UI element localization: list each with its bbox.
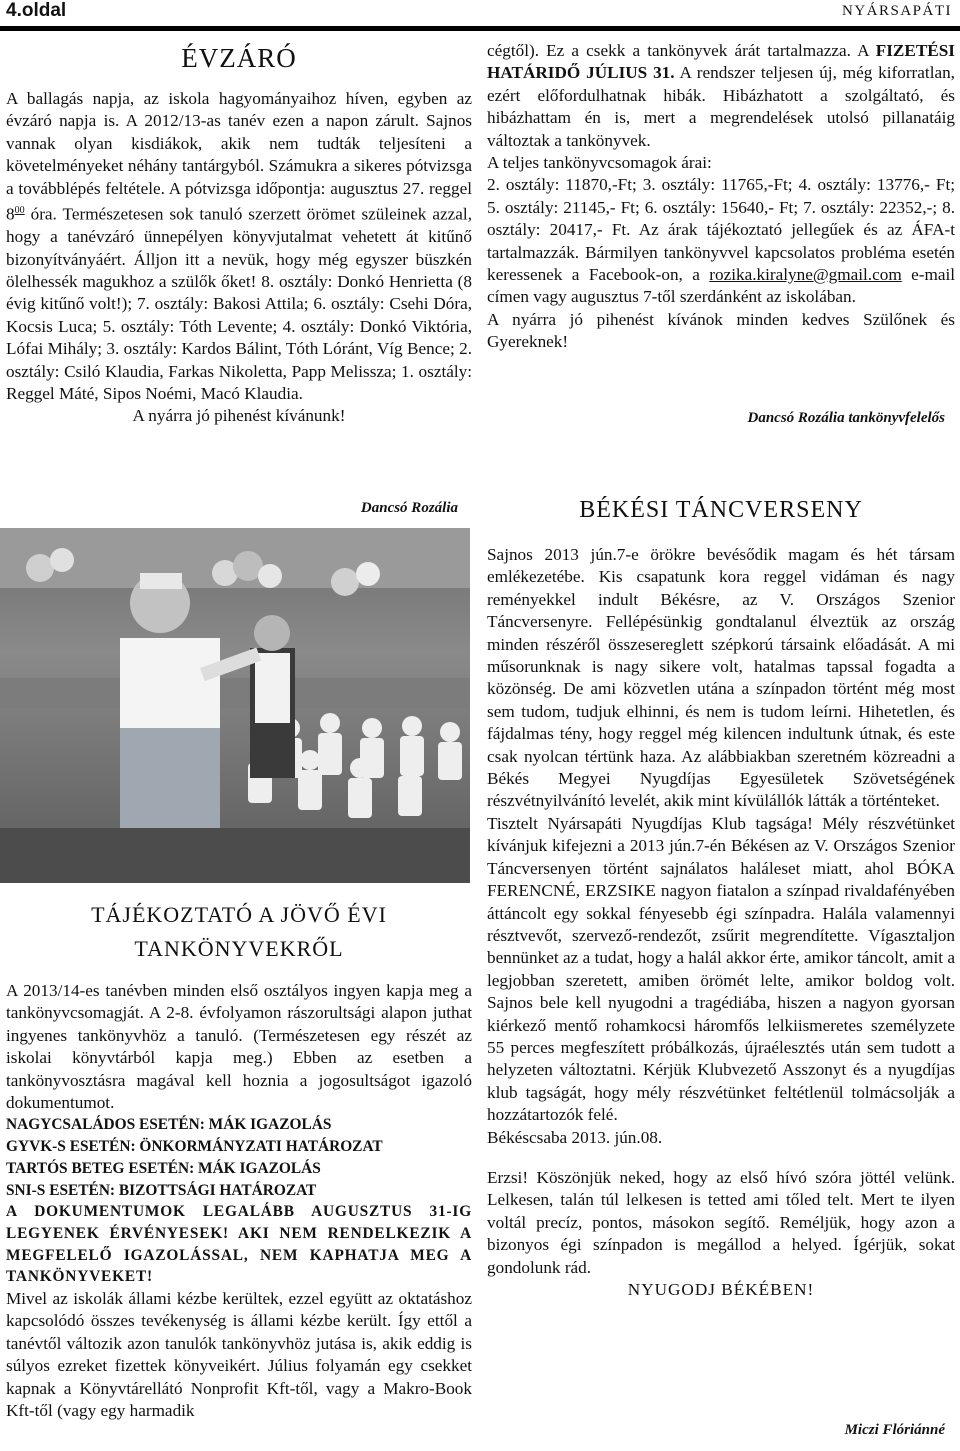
doc-gyvk: GYVK-S ESETÉN: ÖNKORMÁNYZATI HATÁROZAT (6, 1138, 383, 1156)
doc-nagycsalados: NAGYCSALÁDOS ESETÉN: MÁK IGAZOLÁS (6, 1116, 332, 1134)
tankonyv-title-line1: TÁJÉKOZTATÓ A JÖVŐ ÉVI (91, 902, 387, 927)
ceremony-photo (0, 528, 470, 883)
tancverseny-signature: Miczi Flóriánné (844, 1422, 945, 1438)
evzaro-article (6, 40, 472, 428)
condolence-letter: Tisztelt Nyársapáti Nyugdíjas Klub tagsága! Mély részvétünket kívánjuk kifejezni a 2013 jún.7-én Békésen az V. Országos Szenior Táncversenyen történt sajnálatos haláleset miatt, ahol BÓKA FERENCNÉ, ERZSIKE nagyon fiatalon a színpad rivaldafényében áttáncolt egy sokkal fényesebb égi színpadra. Halála valamennyi résztvevőt, szervező-rendezőt, zsűrit megrendítette. Vígasztaljon bennünket az a tudat, hogy a halál akkor érte, amikor táncolt, amit a legjobban szeretett, amiben örömét lelte, amikor boldog volt. Sajnos bele kell nyugodni a tragédiába, hiszen a nagyon gyorsan kiérkező mentő rohamkocsi háromfős lelkiismeretes személyzete 55 perces megfeszített próbálkozás, újraélesztés után sem tudott a helyzeten változtatni. Kérjük Klubvezető Asszonyt és a nyugdíjas klub tagságát, hogy mély részvétünket feltétlenül tolmácsolják a hozzátartozók felé. (487, 813, 955, 1125)
evzaro-body: A ballagás napja, az iskola hagyományaihoz híven, egyben az évzáró napja is. A 2012/13-as tanév ezen a napon zárult. Sajnos vannak olyan kisdiákok, akik nem tudták teljesíteni a követelményeket néhány tantárgyból. Számukra a sikeres pótvizsga a továbblépés feltétele. A pótvizsga időpontja: augusztus 27. reggel $8^{00}$ óra. Természetesen sok tanuló szerzett örömet szüleinek azzal, hogy a tanévzáró ünnepélyen könyvjutalmat vehetett át kitűnő bizonyítványáért. Álljon itt a nevük, hogy még egyszer büszkén ölelhessék magukhoz a szülők őket! 8. osztály: Donkó Henrietta (8 évig kitűnő volt!); 7. osztály: Bakosi Attila; 6. osztály: Csehi Dóra, Kocsis Luca; 5. osztály: Tóth Levente; 4. osztály: Donkó Viktória, Lófai Mihály; 3. osztály: Kardos Bálint, Tóth Lóránt, Víg Bence; 2. osztály: Csiló Klaudia, Farkas Nikoletta, Papp Melissza; 1. osztály: Reggel Máté, Sipos Noémi, Macó Klaudia. (6, 89, 472, 404)
evzaro-closing: A nyárra jó pihenést kívánunk! (132, 406, 346, 426)
tankonyv-signature: Dancsó Rozália tankönyvfelelős (747, 410, 945, 426)
tankonyv-title-line2: TANKÖNYVEKRŐL (134, 936, 344, 961)
page-header (0, 0, 960, 26)
payment-deadline: FIZETÉSI HATÁRIDŐ JÚLIUS 31. (487, 41, 955, 83)
evzaro-signature: Dancsó Rozália (360, 500, 458, 516)
doc-validity-warning: A DOKUMENTUMOK LEGALÁBB AUGUSZTUS 31-IG LEGYENEK ÉRVÉNYESEK! AKI NEM RENDELKEZIK A MEGFELELŐ IGAZOLÁSSAL, NEM KAPHATJA MEG A TANKÖNYVEKET! (6, 1203, 472, 1286)
doc-sni: SNI-S ESETÉN: BIZOTTSÁGI HATÁROZAT (6, 1181, 317, 1199)
tankonyv-intro: A 2013/14-es tanévben minden első osztályos ingyen kapja meg a tankönyvcsomagját. A 2-8. évfolyamon rászorultsági alapon juthat ingyenes tankönyvhöz a tanuló. (Természetesen egy részét az iskolai könyvtárból kapja meg.) Ebben az esetben a tankönyvosztásra magával kell hoznia a jogosultságot igazoló dokumentumot. (6, 981, 472, 1113)
newspaper-name: NYÁRSAPÁTI (841, 3, 952, 19)
letter-place-date: Békéscsaba 2013. jún.08. (487, 1127, 663, 1147)
page-number: 4.oldal (6, 0, 67, 21)
evzaro-title: ÉVZÁRÓ (181, 43, 297, 73)
rest-in-peace: NYUGODJ BÉKÉBEN! (627, 1280, 815, 1299)
ceremony-photo-image (0, 528, 470, 883)
doc-tartos-beteg: TARTÓS BETEG ESETÉN: MÁK IGAZOLÁS (6, 1159, 321, 1177)
prices-intro: A teljes tankönyvcsomagok árai: (487, 153, 712, 173)
header-rule (0, 26, 960, 31)
email-link[interactable]: rozika.kiralyne@gmail.com (709, 265, 902, 285)
farewell-text: Erzsi! Köszönjük neked, hogy az első hívó szóra jöttél velünk. Lelkesen, talán túl lelkesen is tetted ami tőled telt. Mert te ilyen voltál precíz, pontos, másokon segítő. Reméljük, hogy azon a bizonyos égi színpadon is megállod a helyed. Ígérjük, sokat gondolunk rád. (487, 1167, 955, 1277)
tancverseny-title: BÉKÉSI TÁNCVERSENY (579, 497, 863, 523)
tankonyv-payment-info: Mivel az iskolák állami kézbe kerültek, ezzel együtt az oktatáshoz kapcsolódó összes tevékenység is állami kézbe került. Így ettől a tanévtől változik azon tanulók tankönyvhöz jutása is, akik eddig is súlyos ezreket fizettek könyveikért. Július folyamán egy csekket kapnak a Könyvtárellátó Nonprofit Kft-től, vagy a Makro-Book Kft-től (vagy egy harmadik (6, 1289, 472, 1421)
tankonyv-continuation (487, 40, 955, 354)
tankonyv-closing: A nyárra jó pihenést kívánok minden kedves Szülőnek és Gyereknek! (487, 309, 955, 352)
prices-list: 2. osztály: 11870,-Ft; 3. osztály: 11765,-Ft; 4. osztály: 13776,- Ft; 5. osztály: 21145,- Ft; 6. osztály: 15640,- Ft; 7. osztály: 22352,-; 8. osztály: 20417,- Ft. Az árak tájékoztató jellegűek és az ÁFA-t tartalmazzák. Bármilyen tankönyvvel kapcsolatos probléma esetén keressenek a Facebook-on, a rozika.kiralyne@gmail.com e-mail címen vagy augusztus 7-től szerdánként az iskolában. (487, 175, 956, 307)
tankonyv-article (6, 898, 472, 1423)
tancverseny-story: Sajnos 2013 jún.7-e örökre bevésődik magam és hét társam emlékezetébe. Kis csapatunk kora reggel vidáman és nagy reményekkel indult Békésre, az V. Országos Szenior Táncversenyre. Fellépésünkig gondtalanul élveztük az ország minden részéről összesereglett szépkorú társaink előadását. A mi műsorunknak is nagy sikere volt, hatalmas tapssal fogadta a közönség. De ami közvetlen utána a színpadon történt még most sem tudom, tudjuk elhinni, és nem is tudom leírni. Hihetetlen, és fájdalmas tény, hogy reggel még kilencen indultunk útnak, és este csak nyolcan tértünk haza. Az alábbiakban szeretném közreadni a Békés Megyei Nyugdíjas Egyesületek Szövetségének részvétnyilvánító levelét, akik mint kívülállók látták a történteket. (487, 545, 955, 811)
tancverseny-article (487, 544, 955, 1301)
time-superscript: 00 (14, 205, 25, 217)
tankonyv-continuation-text: cégtől). Ez a csekk a tankönyvek árát tartalmazza. A FIZETÉSI HATÁRIDŐ JÚLIUS 31. A rendszer teljesen új, még kiforratlan, ezért előfordulhatnak hibák. Hibázhatott a szolgáltató, és hibázhattam én is, mert a megrendelések utolsó pillanatáig változtak a tankönyvek. (487, 41, 955, 150)
